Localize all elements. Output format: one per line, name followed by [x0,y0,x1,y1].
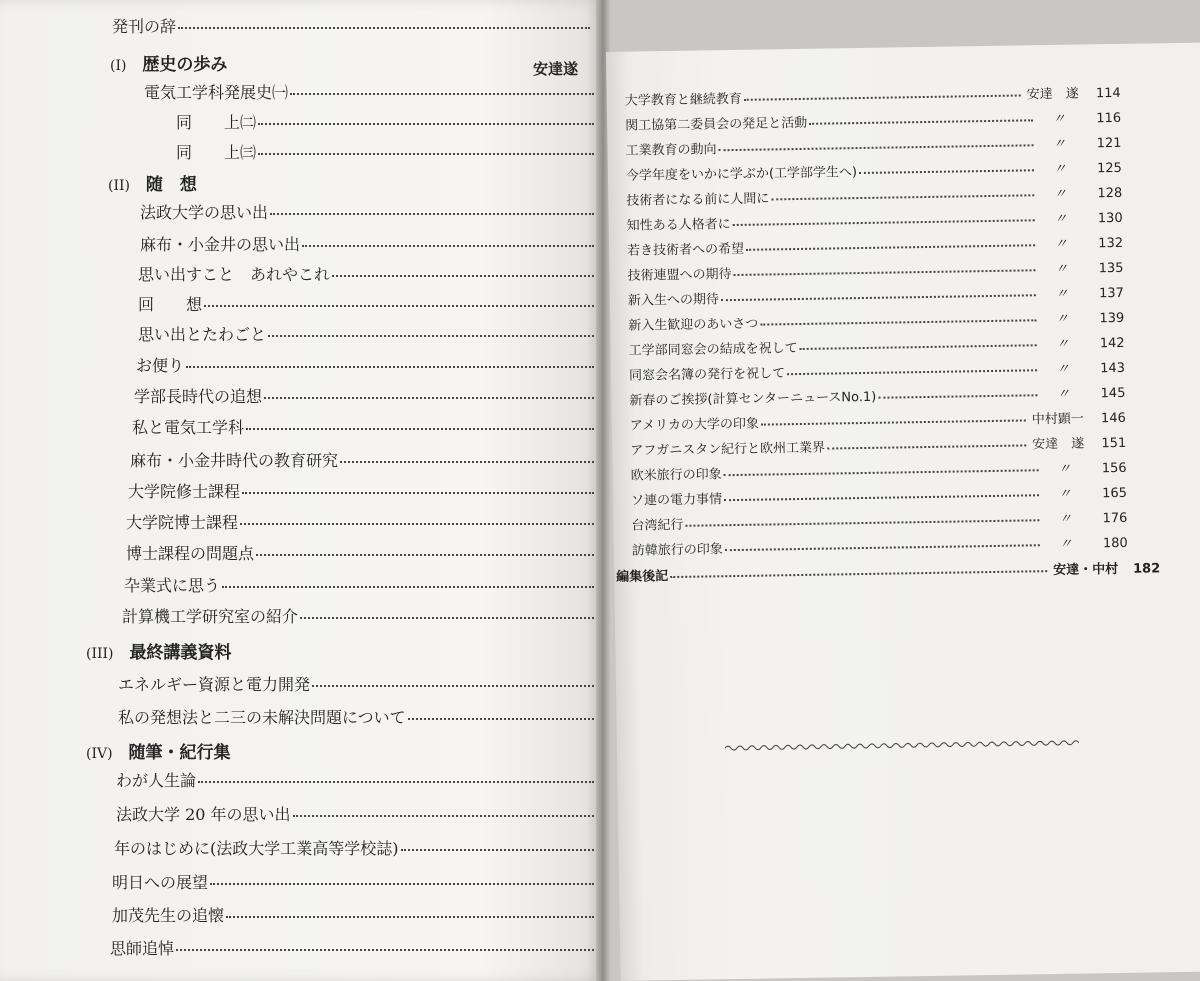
section-heading-history [110,50,227,75]
toc-entry-author: 〃 [1053,186,1067,202]
toc-entry [625,82,1121,109]
toc-entry [144,80,596,103]
toc-entry [627,257,1123,284]
toc-entry [628,282,1124,309]
toc-entry [627,207,1123,234]
dot-leader [226,916,594,918]
toc-entry-page: 146 [1100,410,1126,427]
toc-entry [118,672,596,695]
toc-entry-page: 121 [1096,135,1122,152]
dot-leader [724,494,1039,501]
dot-leader [256,554,594,556]
dot-leader [240,523,594,525]
toc-entry-author: 〃 [1057,461,1072,477]
section-title: 歴史の歩み [142,55,228,75]
toc-entry [625,107,1121,134]
toc-entry-page: 182 [1132,561,1161,577]
toc-entry-title: 博士課程の問題点 [126,544,255,563]
dot-leader [242,492,594,494]
toc-entry-author: 〃 [1054,236,1068,252]
dot-leader [401,849,595,851]
toc-entry-title: 編集後記 [616,569,669,585]
toc-entry [140,200,596,223]
dot-leader [290,93,594,95]
toc-entry-page: 142 [1099,335,1125,352]
toc-entry-page: 151 [1101,435,1127,452]
toc-entry [629,357,1125,384]
toc-entry-title: 回 想 [138,295,203,314]
toc-entry-author: 〃 [1059,536,1073,552]
toc-entry-title: 加茂先生の追懐 [112,906,225,925]
section-heading-travel [86,738,231,763]
toc-entry-title: エネルギー資源と電力開発 [118,675,311,694]
wavy-divider [725,739,1079,753]
toc-entry-title: 法政大学 20 年の思い出 [116,805,291,824]
toc-entry-title: 技術連盟への期待 [627,267,732,284]
toc-entry-title: 思師追悼 [110,939,175,958]
dot-leader [746,244,1035,251]
toc-entry-preface [112,14,592,37]
toc-entry [625,132,1121,159]
toc-entry [629,382,1125,409]
toc-entry [140,232,596,255]
dot-leader [744,94,1021,100]
toc-entry-title: 台湾紀行 [631,517,684,534]
toc-entry-page: 156 [1101,460,1127,477]
dot-leader [771,194,1034,200]
toc-entry-title: 知性ある人格者に [626,217,731,234]
toc-entry-title: わが人生論 [116,771,197,790]
dot-leader [270,213,594,215]
dot-leader [332,275,594,277]
toc-entry [176,110,596,133]
toc-entry-page: 139 [1099,310,1125,327]
toc-entry-author: 〃 [1054,211,1068,227]
toc-entry-author: 〃 [1052,136,1067,152]
toc-entry-page: 132 [1098,235,1124,252]
dot-leader [340,461,594,463]
toc-entry-title: 学部長時代の追想 [134,387,263,406]
toc-entry-page: 125 [1096,160,1123,177]
toc-entry-title: 私と電気工学科 [132,418,245,437]
toc-entry [122,604,596,627]
section-title: 最終講義資料 [129,643,232,663]
toc-entry-title: 大学教育と継続教育 [624,91,742,109]
toc-entry-page: 130 [1097,210,1123,227]
toc-entry-author: 〃 [1056,336,1070,352]
toc-entry [630,457,1126,484]
dot-leader [721,294,1036,301]
toc-entry-title: 法政大学の思い出 [140,203,269,222]
toc-entry [136,353,596,376]
toc-entry-title: 私の発想法と二三の未解決問題について [118,708,406,727]
toc-entry [628,307,1124,334]
dot-leader [198,781,594,783]
dot-leader [178,27,590,29]
dot-leader [258,123,594,125]
dot-leader [725,544,1040,551]
toc-entry-author: 〃 [1054,261,1069,277]
toc-entry-title: 欧米旅行の印象 [630,467,722,484]
toc-entry [110,936,596,959]
section-author: 安達遂 [533,60,579,78]
toc-entry [631,482,1127,509]
section-number: (III) [86,646,114,662]
toc-entry [632,532,1128,559]
toc-entry-title: 新入生への期待 [627,292,720,309]
toc-entry-title: 大学院博士課程 [126,513,239,532]
toc-entry [626,157,1122,184]
toc-entry-author: 〃 [1052,111,1066,127]
toc-entry-title: お便り [136,356,185,375]
section-number: (II) [108,178,130,194]
dot-leader [312,685,594,687]
toc-entry-title: 新春のご挨拶(計算センターニュースNo.1) [629,389,877,409]
toc-entry [138,262,596,285]
dot-leader [685,519,1039,527]
toc-entry [138,322,596,345]
toc-entry-title: 電気工学科発展史㈠ [144,83,289,102]
section-heading-lectures [86,638,231,663]
toc-entry-title: 新入生歓迎のあいさつ [628,316,759,334]
toc-entry [630,432,1126,459]
toc-entry-author: 中村顕一 [1031,411,1084,428]
toc-entry [124,573,596,596]
toc-entry [128,479,596,502]
dot-leader [724,469,1039,476]
dot-leader [827,444,1026,449]
toc-entry [116,768,596,791]
toc-entry-title: 訪韓旅行の印象 [631,542,723,559]
dot-leader [302,245,594,247]
dot-leader [293,815,594,817]
toc-entry-title: 工業教育の動向 [625,142,717,159]
dot-leader [186,366,594,368]
dot-leader [734,269,1036,276]
toc-entry [630,407,1126,434]
toc-entry [116,802,596,825]
section-number: (IV) [86,746,113,762]
toc-entry [176,140,596,163]
toc-entry-title: 同窓会名簿の発行を祝して [628,366,786,384]
toc-entry-title: 同 上㈡ [176,113,257,132]
toc-entry-title: 卆業式に思う [124,576,221,595]
section-title: 随 想 [145,175,197,195]
toc-entry [631,507,1127,534]
toc-entry-author: 安達 遂 [1032,436,1085,453]
toc-entry-title: 若き技術者への希望 [627,241,745,259]
section-number: (I) [110,58,127,74]
dot-leader [268,335,594,337]
toc-entry-title: アフガニスタン紀行と欧州工業界 [630,440,826,459]
dot-leader [800,344,1037,350]
toc-entry [126,510,596,533]
toc-entry [132,415,596,438]
right-page [606,43,1200,981]
toc-entry-title: アメリカの大学の印象 [629,416,760,434]
toc-entry-title: ソ連の電力事情 [630,492,723,509]
toc-entry-author: 安達 遂 [1026,86,1079,103]
toc-entry-title: 同 上㈢ [176,143,257,162]
toc-entry-author: 安達・中村 [1053,562,1119,579]
toc-entry-afterword [616,557,1160,585]
toc-entry [627,232,1123,259]
dot-leader [719,144,1034,151]
dot-leader [300,617,594,619]
toc-entry [130,448,596,471]
toc-entry-author: 〃 [1058,511,1073,527]
section-heading-essays [108,170,197,195]
toc-entry-author: 〃 [1056,361,1070,377]
dot-leader [761,419,1026,425]
dot-leader [258,153,594,155]
toc-entry-title: 計算機工学研究室の紹介 [122,607,299,626]
toc-entry-page: 180 [1102,535,1128,552]
dot-leader [760,319,1036,325]
toc-entry-page: 165 [1102,485,1128,502]
dot-leader [264,397,594,399]
toc-entry-author: 〃 [1056,386,1071,402]
toc-entry-title: 大学院修士課程 [128,482,241,501]
toc-entry-page: 176 [1102,510,1128,527]
toc-entry-title: 年のはじめに(法政大学工業高等学校誌) [114,839,399,858]
toc-entry [126,541,596,564]
dot-leader [210,883,594,885]
toc-entry-page: 135 [1098,260,1124,277]
toc-entry [626,182,1122,209]
toc-entry-title: 思い出とたわごと [138,325,267,344]
toc-entry-page: 143 [1100,360,1126,377]
dot-leader [408,718,594,720]
toc-entry-title: 発刊の辞 [112,17,177,36]
toc-entry-title: 思い出すこと あれやこれ [138,265,331,284]
dot-leader [670,570,1047,578]
toc-entry-page: 137 [1098,285,1124,302]
dot-leader [809,119,1033,125]
toc-entry-page: 114 [1095,85,1121,102]
toc-entry [134,384,596,407]
toc-entry-title: 今学年度をいかに学ぶか(工学部学生へ) [625,165,858,184]
toc-entry-author: 〃 [1055,286,1069,302]
dot-leader [859,169,1034,174]
right-toc-list [606,43,1200,585]
toc-entry-author: 〃 [1053,161,1067,177]
section-title: 随筆・紀行集 [128,743,231,763]
toc-entry-title: 麻布・小金井の思い出 [140,235,301,254]
toc-entry [112,870,596,893]
dot-leader [246,428,594,430]
toc-entry-author: 〃 [1058,486,1072,502]
toc-entry-page: 116 [1096,110,1122,127]
toc-entry-title: 関工協第二委員会の発足と活動 [625,115,808,134]
toc-entry-author: 〃 [1055,311,1069,327]
toc-entry [112,903,596,926]
dot-leader [787,369,1037,375]
toc-entry [114,836,596,859]
toc-entry [138,292,596,315]
toc-entry [629,332,1125,359]
toc-entry-title: 工学部同窓会の結成を祝して [628,341,798,359]
toc-entry-title: 麻布・小金井時代の教育研究 [130,451,339,470]
dot-leader [204,305,594,307]
toc-entry-title: 明日への展望 [112,873,209,892]
dot-leader [878,394,1037,398]
toc-entry [118,705,596,728]
toc-entry-title: 技術者になる前に人間に [626,191,770,209]
toc-entry-page: 145 [1100,385,1126,402]
toc-entry-page: 128 [1097,185,1123,202]
dot-leader [176,949,594,951]
dot-leader [222,586,594,588]
dot-leader [733,219,1035,226]
